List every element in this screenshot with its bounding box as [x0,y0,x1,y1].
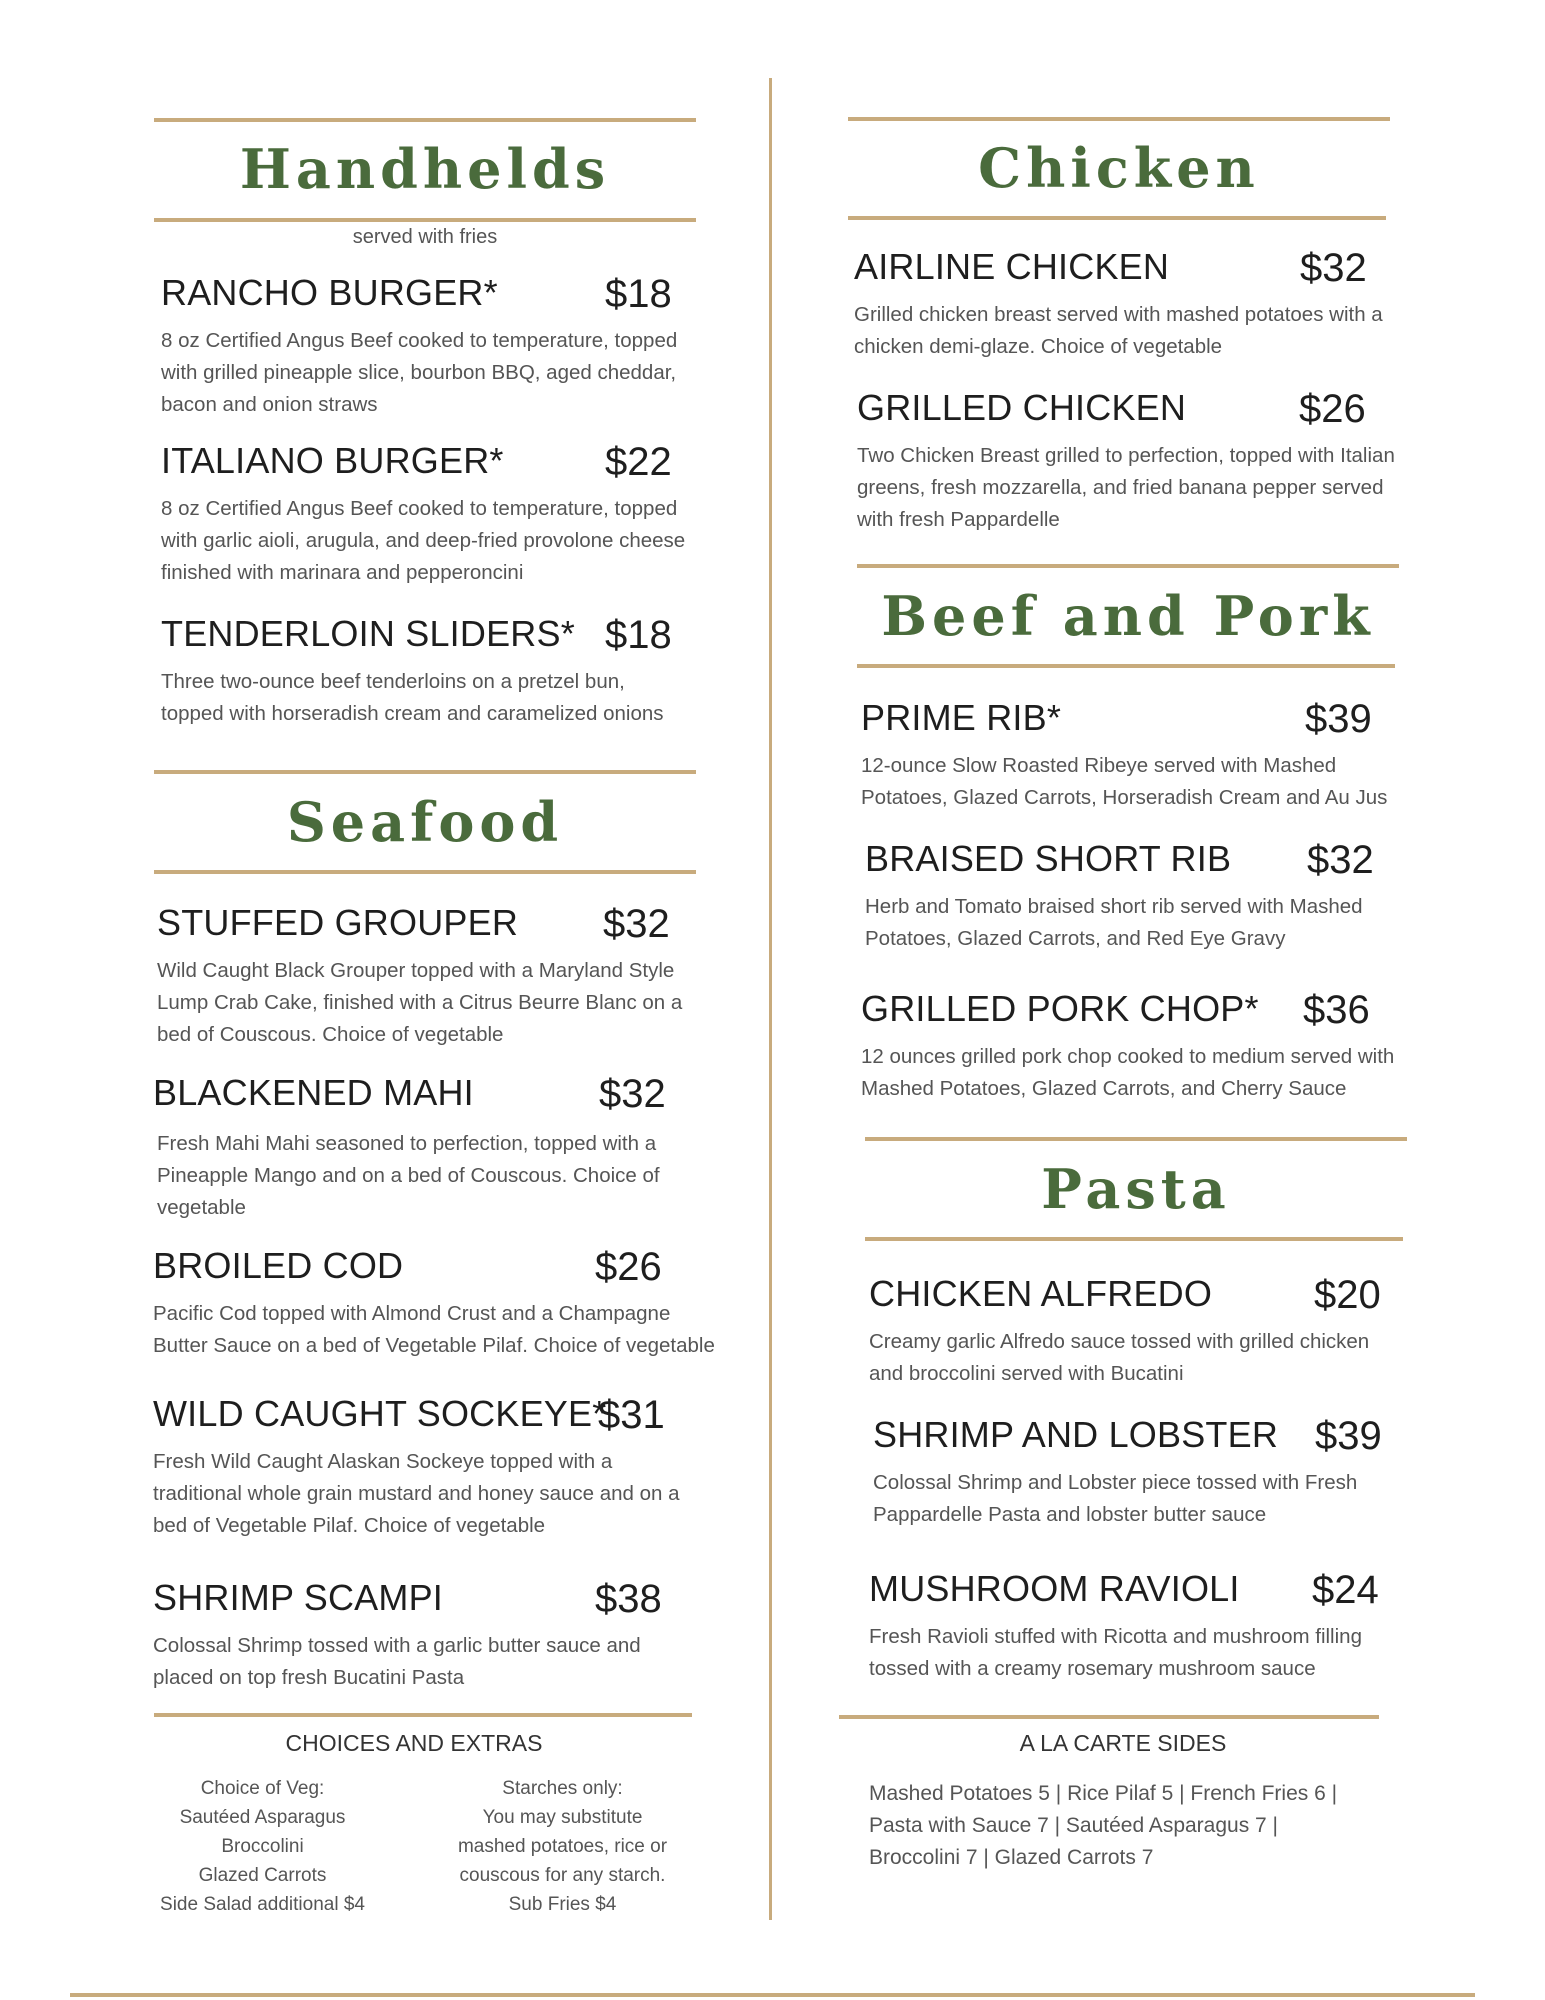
item-name: GRILLED PORK CHOP* [861,988,1259,1029]
item-name: SHRIMP SCAMPI [153,1577,443,1618]
item-name: AIRLINE CHICKEN [854,246,1170,287]
item-price: $22 [605,440,672,484]
item-description: Creamy garlic Alfredo sauce tossed with grilled chicken and broccolini served with Bucatini [869,1330,1370,1385]
sides-rule [839,1715,1379,1719]
item-description: 12 ounces grilled pork chop cooked to medium served with Mashed Potatoes, Glazed Carrots, and Cherry Sauce [861,1045,1395,1100]
item-description: Fresh Wild Caught Alaskan Sockeye topped with a traditional whole grain mustard and honey sauce and on a bed of Vegetable Pilaf. Choice of vegetable [153,1450,680,1537]
item-name: BLACKENED MAHI [153,1072,474,1113]
pasta-heading: Pasta [1041,1157,1231,1221]
item-description: Colossal Shrimp and Lobster piece tossed with Fresh Pappardelle Pasta and lobster butter sauce [873,1471,1358,1526]
item-price: $38 [595,1577,662,1621]
sides-list: Mashed Potatoes 5 | Rice Pilaf 5 | French Fries 6 | Pasta with Sauce 7 | Sautéed Asparagus 7 | Broccolini 7 | Glazed Carrots 7 [869,1782,1338,1869]
item-description: Three two-ounce beef tenderloins on a pretzel bun, topped with horseradish cream and caramelized onions [161,670,664,725]
item-description: 12-ounce Slow Roasted Ribeye served with Mashed Potatoes, Glazed Carrots, Horseradish Cream and Au Jus [861,754,1388,809]
pasta-rule-bottom [865,1237,1403,1241]
item-price: $18 [605,272,672,316]
chicken-rule-top [848,117,1390,121]
seafood-rule-bottom [154,870,696,874]
item-description: Fresh Ravioli stuffed with Ricotta and mushroom filling tossed with a creamy rosemary mushroom sauce [869,1625,1362,1680]
extras-rule [154,1713,692,1717]
extras-veg-list: Choice of Veg: Sautéed Asparagus Broccolini Glazed Carrots Side Salad additional $4 [160,1778,365,1915]
item-name: TENDERLOIN SLIDERS* [161,613,575,654]
seafood-rule-top [154,770,696,774]
item-price: $39 [1315,1414,1382,1458]
item-name: GRILLED CHICKEN [857,387,1187,428]
item-name: RANCHO BURGER* [161,272,498,313]
extras-starch-note: Starches only: You may substitute mashed potatoes, rice or couscous for any starch. Sub Fries $4 [457,1778,668,1915]
item-name: CHICKEN ALFREDO [869,1273,1213,1314]
item-name: MUSHROOM RAVIOLI [869,1568,1240,1609]
item-description: Wild Caught Black Grouper topped with a Maryland Style Lump Crab Cake, finished with a Citrus Beurre Blanc on a bed of Couscous. Choice of vegetable [157,959,683,1046]
chicken-heading: Chicken [978,136,1260,200]
handhelds-heading: Handhelds [239,137,611,201]
item-name: PRIME RIB* [861,697,1062,738]
item-description: Two Chicken Breast grilled to perfection, topped with Italian greens, fresh mozzarella, and fried banana pepper served with fresh Pappardelle [857,444,1395,531]
extras-title: CHOICES AND EXTRAS [285,1730,543,1756]
handhelds-rule-top [154,118,696,122]
item-description: 8 oz Certified Angus Beef cooked to temperature, topped with grilled pineapple slice, bourbon BBQ, aged cheddar, bacon and onion straws [161,329,678,416]
beef-rule-top [857,564,1399,568]
seafood-heading: Seafood [286,790,564,854]
item-price: $26 [1299,387,1366,431]
footer-rule [70,1993,1475,1997]
item-description: Herb and Tomato braised short rib served with Mashed Potatoes, Glazed Carrots, and Red Eye Gravy [865,895,1363,950]
item-name: WILD CAUGHT SOCKEYE* [153,1393,607,1434]
item-description: Pacific Cod topped with Almond Crust and a Champagne Butter Sauce on a bed of Vegetable Pilaf. Choice of vegetable [153,1302,715,1357]
item-price: $20 [1314,1273,1381,1317]
beef-heading: Beef and Pork [881,584,1375,648]
item-description: Grilled chicken breast served with mashed potatoes with a chicken demi-glaze. Choice of vegetable [854,303,1383,358]
item-price: $31 [598,1393,665,1437]
item-description: 8 oz Certified Angus Beef cooked to temperature, topped with garlic aioli, arugula, and deep-fried provolone cheese finished with marinara and pepperoncini [161,497,686,584]
item-name: SHRIMP AND LOBSTER [873,1414,1279,1455]
sides-title: A LA CARTE SIDES [1019,1730,1227,1756]
chicken-rule-bottom [848,216,1386,220]
handhelds-rule-bottom [154,218,696,222]
item-name: BRAISED SHORT RIB [865,838,1232,879]
item-name: ITALIANO BURGER* [161,440,504,481]
item-price: $26 [595,1245,662,1289]
item-price: $24 [1312,1568,1379,1612]
item-description: Colossal Shrimp tossed with a garlic butter sauce and placed on top fresh Bucatini Pasta [153,1634,641,1689]
item-name: BROILED COD [153,1245,404,1286]
item-price: $32 [1300,246,1367,290]
item-price: $36 [1303,988,1370,1032]
item-price: $32 [603,902,670,946]
item-price: $32 [1307,838,1374,882]
item-price: $32 [599,1072,666,1116]
handhelds-note: served with fries [352,226,498,248]
beef-rule-bottom [857,664,1395,668]
item-price: $39 [1305,697,1372,741]
item-description: Fresh Mahi Mahi seasoned to perfection, topped with a Pineapple Mango and on a bed of Couscous. Choice of vegetable [157,1132,660,1219]
item-name: STUFFED GROUPER [157,902,519,943]
item-price: $18 [605,613,672,657]
pasta-rule-top [865,1137,1407,1141]
center-divider [769,78,772,1920]
